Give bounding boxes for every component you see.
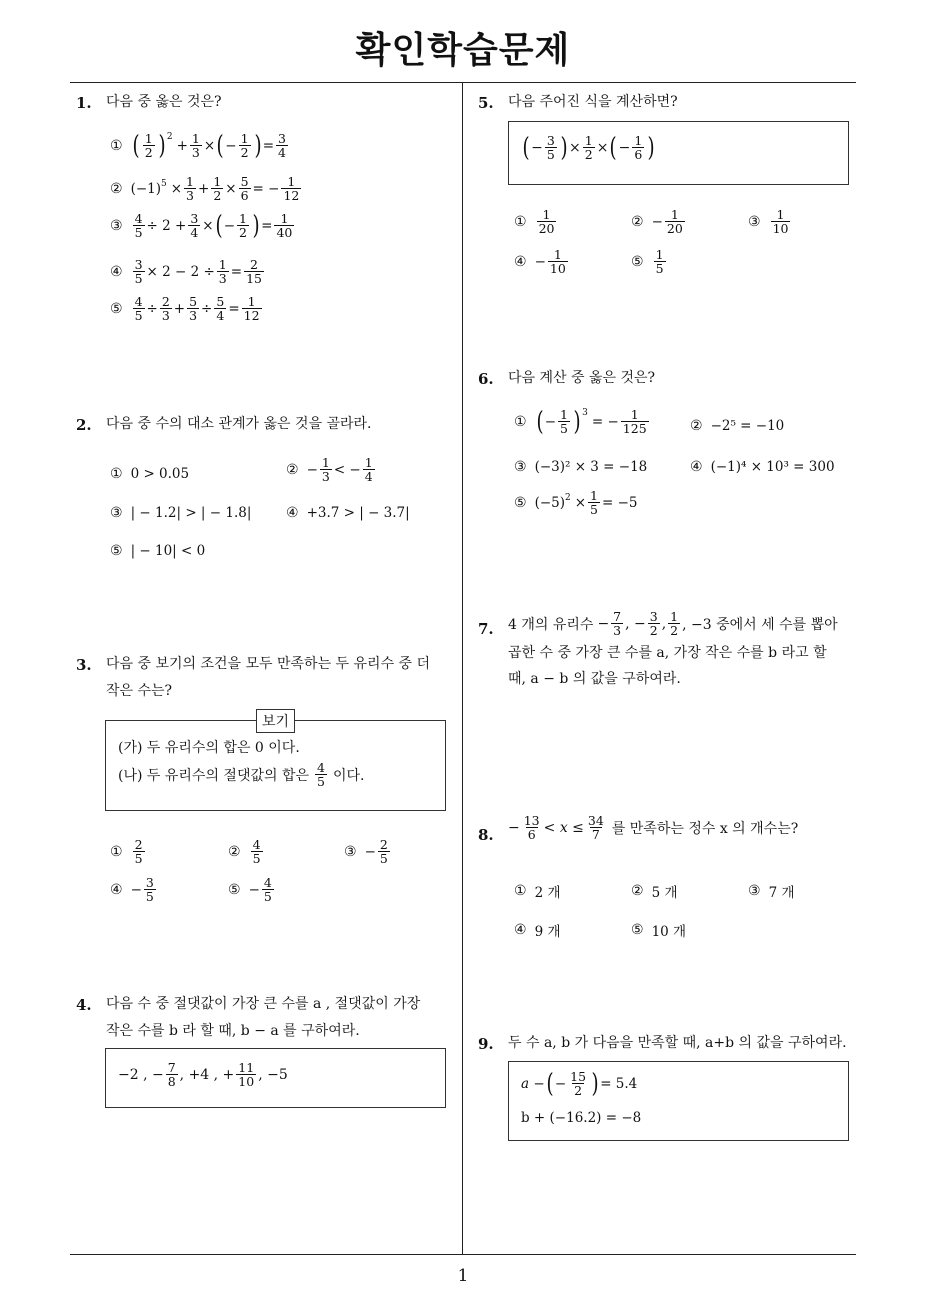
question-text: 다음 계산 중 옳은 것은? xyxy=(508,370,656,386)
option-5[interactable]: ⑤ | − 10| < 0 xyxy=(110,543,206,559)
condition-2: (나) 두 유리수의 절댓값의 합은 $\frac{4}{5}$ 이다. xyxy=(118,760,365,789)
option-5[interactable]: ⑤ 10 개 xyxy=(631,922,687,940)
question-text: 4 개의 유리수 − $\frac{7}{3}$ , − $\frac{3}{2}$ , $\frac{1}{2}$ , −3 중에서 세 수를 뽑아 xyxy=(508,609,838,638)
option-5[interactable]: ⑤ $\frac{4}{5}$ ÷ $\frac{2}{3}$ + $\frac{5}{3}$ ÷ $\frac{5}{4}$ = $\frac{1}{12}$ xyxy=(110,294,260,323)
option-3[interactable]: ③ 7 개 xyxy=(748,883,795,901)
option-3[interactable]: ③ $\frac{1}{10}$ xyxy=(748,207,789,236)
question-number: 4. xyxy=(76,996,92,1014)
page-number: 1 xyxy=(457,1266,469,1286)
question-number: 8. xyxy=(478,826,494,844)
question-text: − $\frac{13}{6}$ < x ≤ $\frac{34}{7}$ 를 만족하는 정수 x 의 개수는? xyxy=(508,813,799,842)
question-number: 1. xyxy=(76,94,92,112)
option-4[interactable]: ④ $\frac{3}{5}$ × 2 − 2 ÷ $\frac{1}{3}$ = $\frac{2}{15}$ xyxy=(110,257,262,286)
question-number: 5. xyxy=(478,94,494,112)
condition-box xyxy=(508,1061,849,1141)
option-1[interactable]: ① ( − $\frac{1}{5}$ ) $^3$ = − $\frac{1}{125}$ xyxy=(514,406,647,437)
option-1[interactable]: ① $\frac{1}{20}$ xyxy=(514,207,555,236)
question-text: 다음 주어진 식을 계산하면? xyxy=(508,94,678,110)
numbers-box xyxy=(105,1048,446,1108)
condition-1: a − ( − $\frac{15}{2}$ ) = 5.4 xyxy=(521,1068,638,1099)
page-title: 확인학습문제 xyxy=(355,30,571,71)
option-1[interactable]: ① $\frac{2}{5}$ xyxy=(110,837,143,866)
question-number: 9. xyxy=(478,1035,494,1053)
question-text: 다음 중 수의 대소 관계가 옳은 것을 골라라. xyxy=(106,416,372,432)
question-text: 곱한 수 중 가장 큰 수를 a, 가장 작은 수를 b 라고 할 xyxy=(508,645,827,661)
option-1[interactable]: ① ( $\frac{1}{2}$ ) $^2$ + $\frac{1}{3}$ × ( − $\frac{1}{2}$ ) = $\frac{3}{4}$ xyxy=(110,130,286,161)
option-3[interactable]: ③ − $\frac{2}{5}$ xyxy=(344,837,388,866)
question-text: 작은 수를 b 라 할 때, b − a 를 구하여라. xyxy=(106,1023,360,1039)
option-1[interactable]: ① 0 > 0.05 xyxy=(110,466,190,482)
option-4[interactable]: ④ (−1)⁴ × 10³ = 300 xyxy=(690,459,835,475)
question-number: 3. xyxy=(76,656,92,674)
option-2[interactable]: ② $\frac{4}{5}$ xyxy=(228,837,261,866)
option-5[interactable]: ⑤ − $\frac{4}{5}$ xyxy=(228,875,272,904)
bottom-rule xyxy=(70,1254,856,1255)
option-4[interactable]: ④ − $\frac{1}{10}$ xyxy=(514,247,566,276)
condition-1: (가) 두 유리수의 합은 0 이다. xyxy=(118,740,300,756)
option-2[interactable]: ② − $\frac{1}{3}$ < − $\frac{1}{4}$ xyxy=(286,455,373,484)
column-divider xyxy=(462,83,463,1254)
option-3[interactable]: ③ | − 1.2| > | − 1.8| xyxy=(110,505,252,521)
condition-2: b + (−16.2) = −8 xyxy=(521,1110,642,1126)
option-2[interactable]: ② − $\frac{1}{20}$ xyxy=(631,207,683,236)
question-text: 때, a − b 의 값을 구하여라. xyxy=(508,671,681,687)
question-number: 7. xyxy=(478,620,494,638)
option-2[interactable]: ② (−1) $^5$ × $\frac{1}{3}$ + $\frac{1}{2}$ × $\frac{5}{6}$ = − $\frac{1}{12}$ xyxy=(110,174,300,203)
top-rule xyxy=(70,82,856,83)
option-2[interactable]: ② 5 개 xyxy=(631,883,678,901)
question-text: 작은 수는? xyxy=(106,683,173,699)
option-2[interactable]: ② −2⁵ = −10 xyxy=(690,418,785,434)
option-4[interactable]: ④ − $\frac{3}{5}$ xyxy=(110,875,154,904)
question-text: 다음 수 중 절댓값이 가장 큰 수를 a , 절댓값이 가장 xyxy=(106,996,421,1012)
option-3[interactable]: ③ (−3)² × 3 = −18 xyxy=(514,459,648,475)
question-text: 두 수 a, b 가 다음을 만족할 때, a+b 의 값을 구하여라. xyxy=(508,1035,847,1051)
question-text: 다음 중 보기의 조건을 모두 만족하는 두 유리수 중 더 xyxy=(106,656,431,672)
expression: ( − $\frac{3}{5}$ ) × $\frac{1}{2}$ × ( − $\frac{1}{6}$ ) xyxy=(522,132,655,163)
question-number: 2. xyxy=(76,416,92,434)
question-text: 다음 중 옳은 것은? xyxy=(106,94,222,110)
option-4[interactable]: ④ +3.7 > | − 3.7| xyxy=(286,505,410,521)
expression-box xyxy=(508,121,849,185)
question-number: 6. xyxy=(478,370,494,388)
option-3[interactable]: ③ $\frac{4}{5}$ ÷ 2 + $\frac{3}{4}$ × ( − $\frac{1}{2}$ ) = $\frac{1}{40}$ xyxy=(110,210,293,241)
box-tag: 보기 xyxy=(256,709,295,733)
condition-box xyxy=(105,720,446,811)
option-1[interactable]: ① 2 개 xyxy=(514,883,561,901)
option-5[interactable]: ⑤ (−5) $^2$ × $\frac{1}{5}$ = −5 xyxy=(514,488,638,517)
numbers-list: −2 , − $\frac{7}{8}$ , +4 , + $\frac{11}{10}$ , −5 xyxy=(118,1060,288,1089)
option-4[interactable]: ④ 9 개 xyxy=(514,922,561,940)
option-5[interactable]: ⑤ $\frac{1}{5}$ xyxy=(631,247,664,276)
